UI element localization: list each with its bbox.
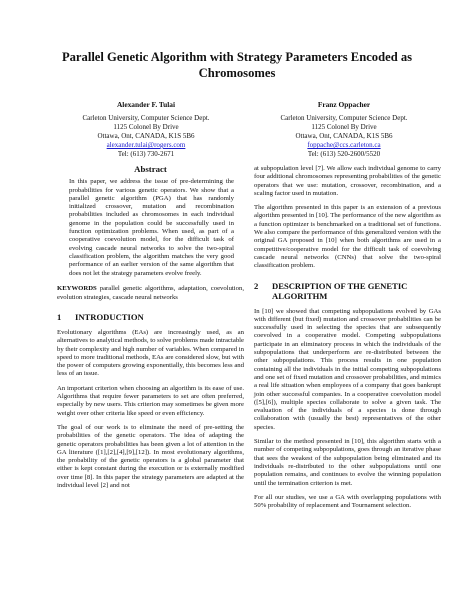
- section-heading-introduction: [57, 312, 244, 322]
- section-number: 1: [57, 311, 62, 322]
- body-paragraph: The goal of our work is to eliminate the need of pre-setting the probabilities of the genetic operators. The idea of adapting the genetic operators probabilities has been given a lot of attention in the GA literature ([1],[2],[4],[9],[12]). In most evolutionary algorithms, the probability of the genetic operators is a global parameter that either is kept constant during the execution or is externally modified over time [8]. In this paper the strategy parameters are adapted at the individual level [2] and not: [57, 423, 244, 489]
- abstract-text: In this paper, we address the issue of pre-determining the probabilities for various genetic operators. We show that a parallel genetic algorithm (PGA) that has randomly initialized crossover, mutation and recombination probabilities included as chromosomes in each individual genome in the population could be successfully used in function optimization problems. When used, as part of a cooperative coevolution model, for the difficult task of evolving cascade neural networks to solve the two-spiral classification problem, the algorithm matches the very good performance of an earlier version of the same algorithm that does not let the strategy parameters evolve freely.: [69, 178, 234, 277]
- author-address-line: 1125 Colonel By Drive: [113, 123, 179, 131]
- keywords-line: [57, 285, 244, 302]
- author-block-1: [57, 100, 235, 159]
- body-paragraph: An important criterion when choosing an algorithm is its ease of use. Algorithms that require fewer parameters to set are often preferred, especially by new users. This criterion may sometimes be given more weight over other criteria like speed or even efficiency.: [57, 384, 244, 417]
- right-column: [254, 165, 441, 516]
- left-column: [57, 165, 244, 496]
- keywords-label: KEYWORDS: [57, 285, 97, 293]
- section-title: INTRODUCTION: [75, 311, 144, 322]
- author-name: Alexander F. Tulai: [116, 100, 176, 109]
- abstract-heading: Abstract: [134, 164, 167, 174]
- body-paragraph: Similar to the method presented in [10], this algorithm starts with a number of competing subpopulations, goes through an iterative phase that sees the weakest of the subpopulation being eliminated and its individuals re-distributed to the other subpopulations until one population remains, and continues to evolve the winning population until the termination criterion is met.: [254, 438, 441, 487]
- body-paragraph: at subpopulation level [7]. We allow each individual genome to carry four additional chromosomes representing probabilities of the genetic operators that we use: mutation, crossover, recombination, and a scaling factor used in mutation.: [254, 165, 441, 197]
- keywords-text: parallel genetic algorithms, adaptation, coevolution, evolution strategies, cascade neural networks: [57, 285, 245, 301]
- body-paragraph: For all our studies, we use a GA with overlapping populations with 50% probability of replacement and Tournament selection.: [254, 493, 441, 510]
- paper-title: Parallel Genetic Algorithm with Strategy Parameters Encoded as Chromosomes: [61, 50, 413, 80]
- section-heading-description: [254, 281, 441, 301]
- author-telephone: Tel: (613) 730-2671: [117, 150, 175, 158]
- author-email-link[interactable]: foppache@ccs.carleton.ca: [307, 141, 381, 149]
- author-block-2: [255, 100, 433, 159]
- author-address-line: 1125 Colonel By Drive: [311, 123, 377, 131]
- author-telephone: Tel: (613) 520-2600/5520: [307, 150, 381, 158]
- author-address-line: Ottawa, Ont, CANADA, K1S 5B6: [97, 132, 195, 140]
- author-name: Franz Oppacher: [317, 100, 371, 109]
- author-email-link[interactable]: alexander.tulai@rogers.com: [106, 141, 186, 149]
- body-paragraph: Evolutionary algorithms (EAs) are increasingly used, as an alternatives to analytical methods, to solve problems made intractable by their complexity and high number of variables. When compared in speed to more traditional methods, EAs are considered slow, but with the power of computers growing exponentially, this becomes less and less of an issue.: [57, 328, 244, 378]
- author-affiliation: Carleton University, Computer Science Dept.: [82, 114, 210, 122]
- section-number: 2: [254, 280, 259, 291]
- body-paragraph: In [10] we showed that competing subpopulations evolved by GAs with different (but fixed) mutation and crossover probabilities can be successfully used in selecting the species that are subsequently coevolved in a cooperative model. Competing subpopulations participate in an eliminatory process in which the individuals of the subpopulations that underperform are re-distributed between the other subpopulations. This process results in one population containing all the individuals in the initial competing subpopulations and one set of fixed mutation and crossover probabilities, and mimics a real life situation when employees of a company that goes bankrupt join other successful companies. In a cooperative coevolution model ([5],[6]), multiple species collaborate to solve a given task. The evaluation of the individuals of a species is done through collaboration with (usually the best) representatives of the other species.: [254, 307, 441, 431]
- body-paragraph: The algorithm presented in this paper is an extension of a previous algorithm presented in [10]. The performance of the new algorithm as a function optimizer is benchmarked on a traditional set of functions. We also compare the performance of this generalized version with the original GA proposed in [10] when both algorithms are used in a competitive/cooperative model for the difficult task of coevolving cascade neural networks (CNNs) that solve the two-spiral classification problem.: [254, 204, 442, 270]
- author-affiliation: Carleton University, Computer Science Dept.: [280, 114, 408, 122]
- section-title: DESCRIPTION OF THE GENETIC ALGORITHM: [272, 280, 408, 301]
- author-address-line: Ottawa, Ont, CANADA, K1S 5B6: [295, 132, 393, 140]
